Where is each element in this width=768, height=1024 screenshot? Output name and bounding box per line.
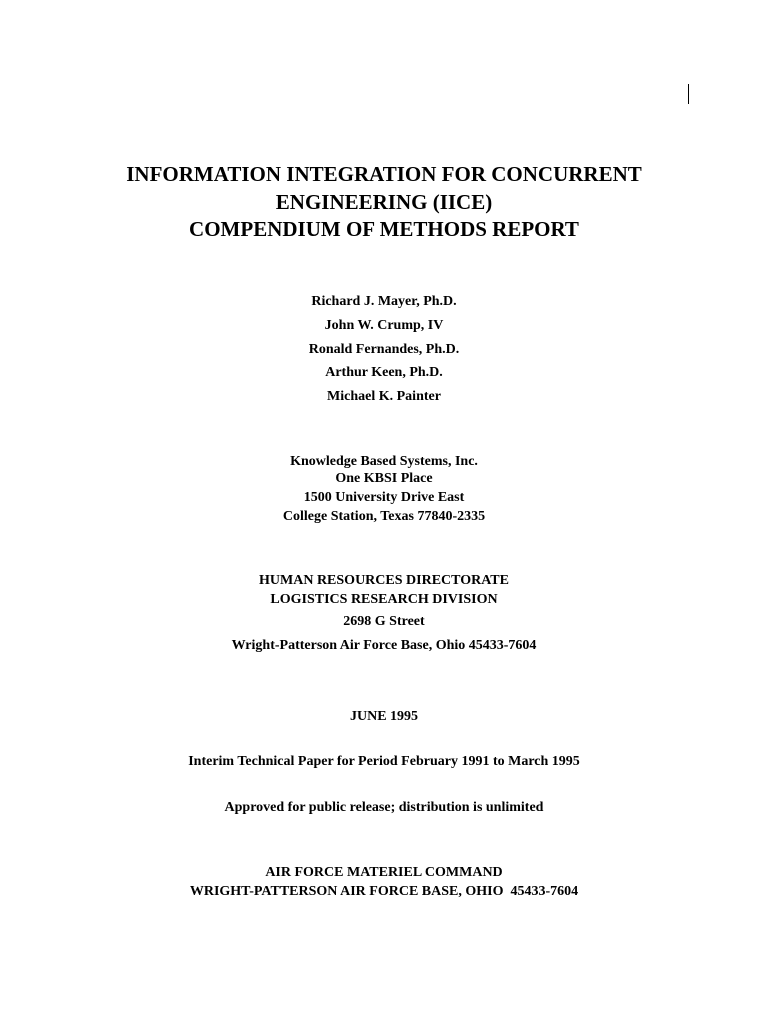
title-line-1: INFORMATION INTEGRATION FOR CONCURRENT (126, 162, 642, 186)
sponsor-division: LOGISTICS RESEARCH DIVISION (270, 592, 498, 607)
author-5: Michael K. Painter (327, 389, 441, 404)
sponsor-city: Wright-Patterson Air Force Base, Ohio 45433-7604 (231, 638, 537, 653)
contractor-address-1: One KBSI Place (335, 471, 433, 486)
author-3: Ronald Fernandes, Ph.D. (308, 342, 460, 357)
distribution-statement: Approved for public release; distribution is unlimited (224, 800, 544, 815)
command-name: AIR FORCE MATERIEL COMMAND (265, 865, 503, 880)
sponsor-directorate: HUMAN RESOURCES DIRECTORATE (259, 573, 509, 588)
contractor-address-2: 1500 University Drive East (303, 490, 465, 505)
author-2: John W. Crump, IV (324, 318, 444, 333)
command-address: WRIGHT-PATTERSON AIR FORCE BASE, OHIO 45433-7604 (189, 884, 579, 899)
title-line-3: COMPENDIUM OF METHODS REPORT (189, 217, 579, 241)
paper-type: Interim Technical Paper for Period February 1991 to March 1995 (188, 754, 580, 769)
sponsor-street: 2698 G Street (343, 614, 425, 629)
contractor-address-3: College Station, Texas 77840-2335 (282, 509, 486, 524)
report-date: JUNE 1995 (349, 709, 419, 724)
author-1: Richard J. Mayer, Ph.D. (311, 294, 457, 309)
contractor-name: Knowledge Based Systems, Inc. (290, 454, 478, 469)
title-line-2: ENGINEERING (IICE) (275, 190, 493, 214)
margin-mark (688, 84, 689, 104)
author-4: Arthur Keen, Ph.D. (325, 365, 443, 380)
